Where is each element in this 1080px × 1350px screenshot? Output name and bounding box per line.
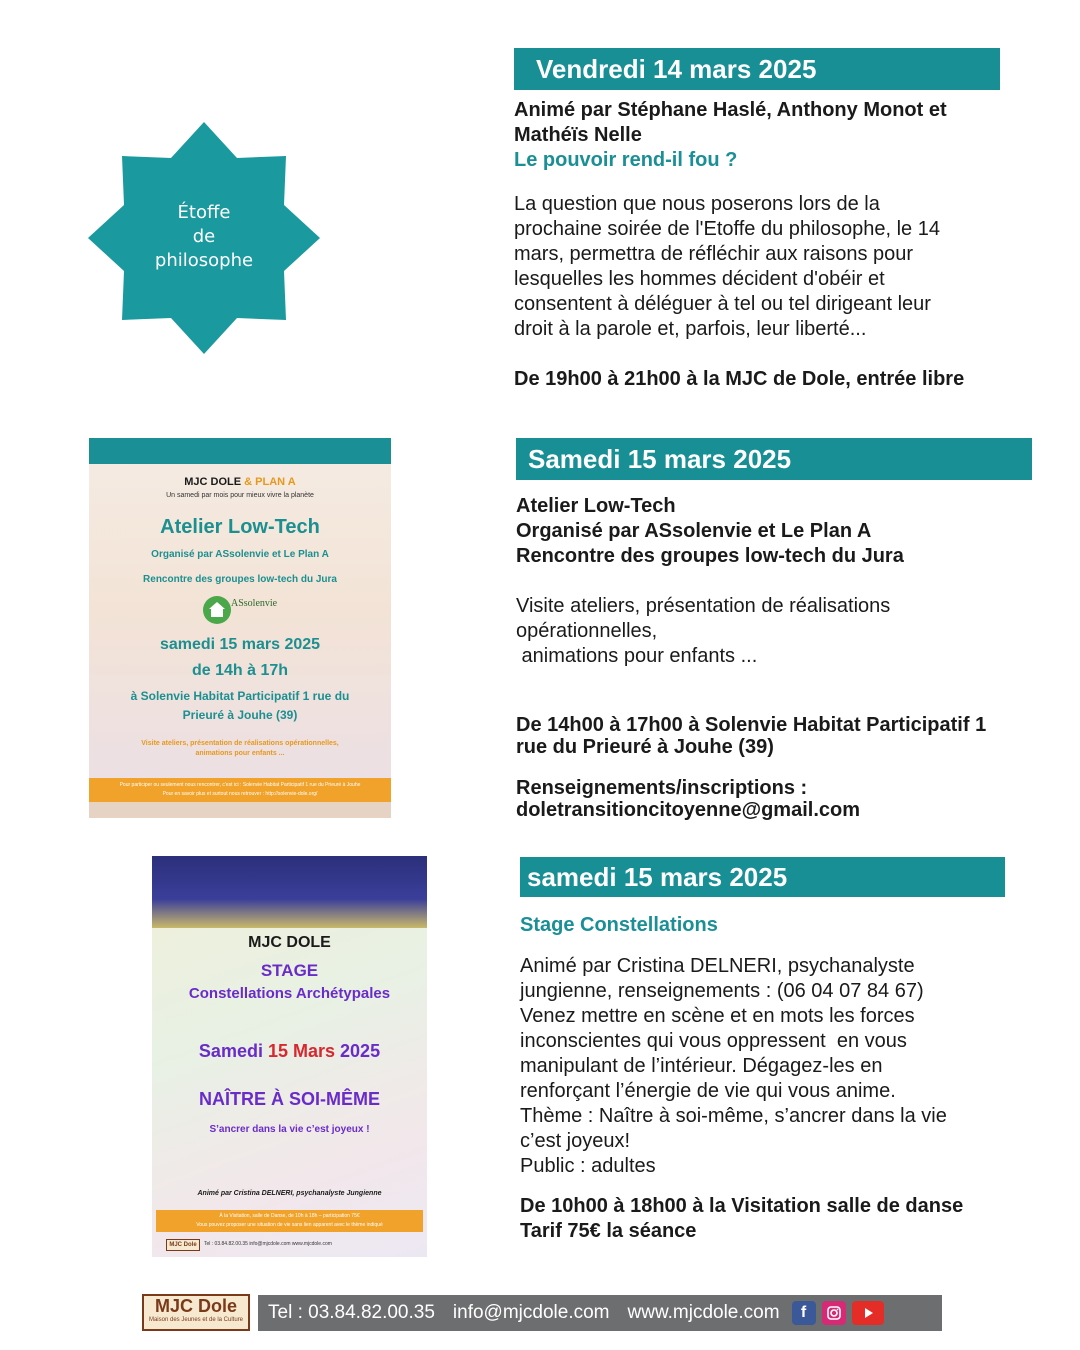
event2-info-email[interactable]: doletransitioncitoyenne@gmail.com (516, 799, 861, 821)
poster-faces-strip (89, 802, 391, 818)
event1-header (514, 98, 1014, 173)
event3-desc-line: Public : adultes (520, 1155, 656, 1177)
event1-date-banner (514, 48, 1000, 90)
event2-head-line: Organisé par ASsolenvie et Le Plan A (516, 520, 872, 542)
event2-time-line: rue du Prieuré à Jouhe (39) (516, 736, 774, 758)
event1-description (514, 192, 984, 342)
poster-bar2: Pour en savoir plus et surtout nous retrouver : http://solenvie-dole.org/ (162, 791, 318, 797)
event2-header (516, 494, 1036, 569)
event3-title: Stage Constellations (520, 914, 718, 936)
event1-host-line1: Animé par Stéphane Haslé, Anthony Monot et (514, 99, 947, 121)
poster-orange-bar (89, 778, 391, 802)
footer-contact-bar (258, 1295, 942, 1331)
poster2-date-b: 15 Mars (267, 1041, 336, 1061)
logo-line-3: philosophe (154, 250, 254, 271)
footer-email[interactable]: info@mjcdole.com (452, 1302, 610, 1323)
poster2-contact: Tel : 03.84.82.00.35 info@mjcdole.com www.mjcdole.com (204, 1241, 332, 1247)
event2-date: Samedi 15 mars 2025 (528, 443, 792, 474)
poster2-title: Constellations Archétypales (188, 985, 391, 1002)
poster2-org: MJC DOLE (248, 934, 331, 951)
house-icon (203, 596, 231, 624)
poster-place2: Prieuré à Jouhe (39) (182, 708, 298, 722)
poster-header-b: & PLAN A (244, 476, 296, 488)
footer-phone[interactable]: Tel : 03.84.82.00.35 (268, 1302, 435, 1323)
event3-date-banner (520, 857, 1005, 897)
event3-price: Tarif 75€ la séance (520, 1220, 697, 1242)
event3-time: De 10h00 à 18h00 à la Visitation salle de danse (520, 1195, 964, 1217)
poster2-orange-bar (156, 1210, 423, 1232)
event3-desc-line: manipulant de l’intérieur. Dégagez-les en (520, 1055, 883, 1077)
poster-partner: ASsolenvie (231, 598, 278, 609)
poster2-bar1: À la Visitation, salle de Danse, de 10h à 18h – participation 75€ (219, 1213, 360, 1219)
poster-top-strip (89, 438, 391, 464)
event1-desc-line: prochaine soirée de l'Etoffe du philosophe, le 14 (514, 218, 940, 240)
event1-subtitle: Le pouvoir rend-il fou ? (514, 149, 738, 171)
event1-desc-line: droit à la parole et, parfois, leur liberté... (514, 318, 867, 340)
event3-desc-line: renforçant l’énergie de vie qui vous anime. (520, 1080, 896, 1102)
poster-header (89, 476, 391, 488)
event1-time: De 19h00 à 21h00 à la MJC de Dole, entrée libre (514, 368, 965, 390)
event1-desc-line: mars, permettra de réfléchir aux raisons pour (514, 243, 914, 265)
poster-hours: de 14h à 17h (191, 662, 289, 679)
event1-host-line2: Mathéïs Nelle (514, 124, 642, 146)
constellations-poster (152, 856, 427, 1257)
event2-desc-line: opérationnelles, (516, 620, 658, 642)
facebook-icon[interactable]: f (792, 1301, 816, 1325)
event2-info (516, 777, 1046, 821)
event2-description (516, 594, 1036, 669)
event2-time (516, 714, 1046, 758)
poster-meet: Rencontre des groupes low-tech du Jura (143, 574, 337, 585)
logo-line-2: de (192, 226, 216, 247)
event3-time-block (520, 1194, 1040, 1244)
poster-tagline: Un samedi par mois pour mieux vivre la planète (166, 492, 314, 499)
event1-desc-line: La question que nous poserons lors de la (514, 193, 880, 215)
logo-line-1: Étoffe (177, 202, 231, 223)
poster2-motto: S’ancrer dans la vie c’est joyeux ! (209, 1124, 370, 1135)
event2-head-line: Rencontre des groupes low-tech du Jura (516, 545, 904, 567)
poster-small2: animations pour enfants ... (195, 750, 285, 757)
event2-desc-line: Visite ateliers, présentation de réalisations (516, 595, 891, 617)
poster-bar1: Pour participer ou seulement nous rencontrer, c'est ici : Solenvie Habitat Participatif 1 rue du Prieuré à Jouhe (119, 782, 361, 788)
poster-place1: à Solenvie Habitat Participatif 1 rue du (130, 689, 350, 703)
event1-desc-line: consentent à déléguer à tel ou tel dirigeant leur (514, 293, 931, 315)
mjc-dole-logo (142, 1294, 250, 1331)
poster-org: Organisé par ASsolenvie et Le Plan A (151, 549, 329, 560)
event3-desc-line: jungienne, renseignements : (06 04 07 84 67) (520, 980, 924, 1002)
poster-header-a: MJC DOLE (184, 476, 242, 488)
footer-website[interactable]: www.mjcdole.com (627, 1302, 780, 1323)
poster2-stage: STAGE (260, 961, 319, 980)
lowtech-poster (89, 438, 391, 818)
logo-sub: Maison des Jeunes et de la Culture (148, 1317, 244, 1323)
instagram-icon[interactable] (822, 1301, 846, 1325)
event3-date: samedi 15 mars 2025 (527, 861, 788, 892)
event2-desc-line: animations pour enfants ... (516, 645, 758, 667)
event2-head-line: Atelier Low-Tech (516, 495, 676, 517)
poster2-bar2: Vous pouvez proposer une situation de vie sans lien apparent avec le thème indiqué (196, 1222, 383, 1228)
poster2-logo: MJC Dole (166, 1239, 200, 1251)
poster2-theme: NAÎTRE À SOI-MÊME (198, 1089, 380, 1109)
etoffe-philosophe-logo (88, 122, 320, 354)
event3-desc-line: Animé par Cristina DELNERI, psychanalyste (520, 955, 915, 977)
poster-date: samedi 15 mars 2025 (159, 636, 321, 653)
poster2-host: Animé par Cristina DELNERI, psychanalyste Jungienne (197, 1190, 382, 1197)
youtube-icon[interactable] (852, 1301, 884, 1325)
event2-time-line: De 14h00 à 17h00 à Solenvie Habitat Participatif 1 (516, 714, 987, 736)
event3-description (520, 954, 1000, 1179)
poster2-date-c: 2025 (340, 1041, 381, 1061)
poster2-art-banner (152, 856, 427, 928)
event2-info-label: Renseignements/inscriptions : (516, 777, 808, 799)
logo-main: MJC Dole (154, 1296, 237, 1316)
poster-title: Atelier Low-Tech (160, 516, 320, 538)
event2-date-banner (516, 438, 1032, 480)
poster-small1: Visite ateliers, présentation de réalisations opérationnelles, (141, 740, 339, 747)
event3-desc-line: c’est joyeux! (520, 1130, 631, 1152)
event3-desc-line: Thème : Naître à soi-même, s’ancrer dans la vie (520, 1105, 947, 1127)
event1-date: Vendredi 14 mars 2025 (536, 53, 817, 84)
event3-desc-line: Venez mettre en scène et en mots les forces (520, 1005, 915, 1027)
event3-desc-line: inconscientes qui vous oppressent en vous (520, 1030, 907, 1052)
poster2-date-a: Samedi (198, 1041, 263, 1061)
poster2-date (152, 1041, 427, 1062)
event1-desc-line: lesquelles les hommes décident d'obéir et (514, 268, 885, 290)
